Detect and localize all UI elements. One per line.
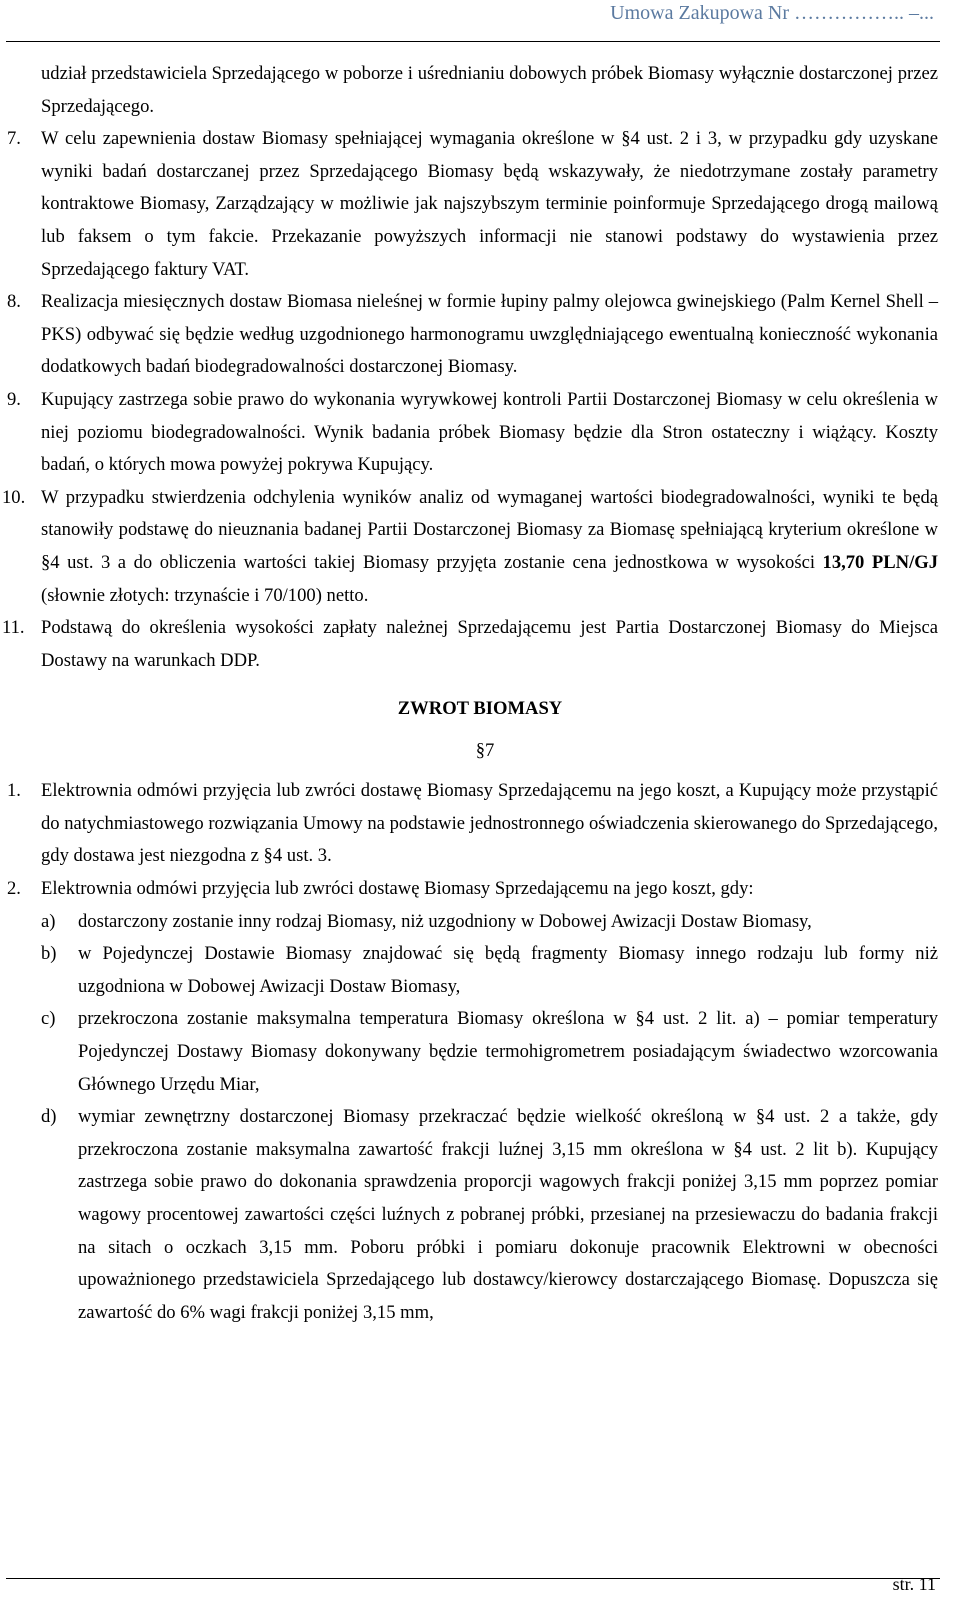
section-label: §7 [475, 740, 495, 762]
header-divider [6, 41, 940, 42]
section-item-2 [0, 873, 960, 906]
continuation-paragraph: udział przedstawiciela Sprzedającego w poborze i uśrednianiu dobowych próbek Biomasy wyłącznie dostarczonej przez Sprzedającego. [41, 63, 938, 117]
document-body [0, 58, 960, 1329]
item-number: 8. [7, 291, 21, 313]
item-number: 11. [2, 617, 25, 639]
paragraph-item-7 [0, 123, 960, 286]
item-number: 9. [7, 388, 21, 410]
paragraph-item-9 [0, 384, 960, 482]
sub-item-d [0, 1101, 960, 1329]
item-text: Elektrownia odmówi przyjęcia lub zwróci dostawę Biomasy Sprzedającemu na jego koszt, gdy: [41, 878, 754, 900]
item-text: Podstawą do określenia wysokości zapłaty należnej Sprzedającemu jest Partia Dostarczonej Biomasy do Miejsca Dostawy na warunkach DDP. [41, 617, 938, 671]
item-number: 2. [7, 878, 21, 900]
sub-item-text: dostarczony zostanie inny rodzaj Biomasy, niż uzgodniony w Dobowej Awizacji Dostaw Biomasy, [78, 910, 812, 932]
document-header-title: Umowa Zakupowa Nr …………….. –... [610, 2, 934, 24]
sub-item-label: c) [41, 1008, 56, 1030]
price-value: 13,70 PLN/GJ [822, 551, 938, 573]
sub-item-label: a) [41, 910, 56, 932]
item-text: Kupujący zastrzega sobie prawo do wykonania wyrywkowej kontroli Partii Dostarczonej Biomasy w celu określenia w niej poziomu biodegradowalności. Wynik badania próbek Biomasy będzie dla Stron ostateczny i wiążący. Koszty badań, o których mowa powyżej pokrywa Kupujący. [41, 388, 938, 476]
item-text-before: W przypadku stwierdzenia odchylenia wyników analiz od wymaganej wartości biodegradowalności, wyniki te będą stanowiły podstawę do nieuznania badanej Partii Dostarczonej Biomasy za Biomasę spełniającą kryterium określone w §4 ust. 3 a do obliczenia wartości takiej Biomasy przyjęta zostanie cena jednostkowa w wysokości [41, 486, 938, 573]
sub-item-label: d) [41, 1106, 57, 1128]
sub-item-c [0, 1003, 960, 1101]
sub-item-text: przekroczona zostanie maksymalna temperatura Biomasy określona w §4 ust. 2 lit. a) – pomiar temperatury Pojedynczej Dostawy Biomasy dokonywany będzie termohigrometrem posiadającym świadectwo wzorcowania Głównego Urzędu Miar, [78, 1008, 938, 1095]
page-number: str. 11 [892, 1574, 936, 1594]
paragraph-item-8 [0, 286, 960, 384]
item-text: Elektrownia odmówi przyjęcia lub zwróci dostawę Biomasy Sprzedającemu na jego koszt, a Kupujący może przystąpić do natychmiastowego rozwiązania Umowy na podstawie jednostronnego oświadczenia skierowanego do Sprzedającego, gdy dostawa jest niezgodna z §4 ust. 3. [41, 780, 938, 867]
section-number [0, 726, 960, 775]
item-number: 10. [2, 486, 26, 508]
item-text-after: (słownie złotych: trzynaście i 70/100) netto. [41, 584, 369, 606]
sub-item-text: wymiar zewnętrzny dostarczonej Biomasy przekraczać będzie wielkość określoną w §4 ust. 2 a także, gdy przekroczona zostanie maksymalna zawartość frakcji luźnej 3,15 mm określona w §4 ust. 2 lit b). Kupujący zastrzega sobie prawo do dokonania sprawdzenia proporcji wagowych frakcji poniżej 3,15 mm poprzez pomiar wagowy procentowej zawartości części luźnych z pobranej próbki, przesianej na przesiewaczu do badania frakcji na sitach o oczkach 3,15 mm. Poboru próbki i pomiaru dokonuje pracownik Elektrowni w obecności upoważnionego przedstawiciela Sprzedającego lub dostawcy/kierowcy dostarczającego Biomasę. Dopuszcza się zawartość do 6% wagi frakcji poniżej 3,15 mm, [78, 1106, 938, 1323]
sub-item-label: b) [41, 943, 57, 965]
paragraph-item-10 [0, 482, 960, 612]
item-number: 7. [7, 128, 21, 150]
section-item-1 [0, 775, 960, 873]
item-number: 1. [7, 780, 21, 802]
footer-divider [6, 1578, 940, 1579]
paragraph-item-11 [0, 612, 960, 677]
section-heading: ZWROT BIOMASY [397, 698, 563, 720]
item-text: Realizacja miesięcznych dostaw Biomasa nieleśnej w formie łupiny palmy olejowca gwinejskiego (Palm Kernel Shell – PKS) odbywać się będzie według uzgodnionego harmonogramu uwzględniającego ewentualną konieczność wykonania dodatkowych badań biodegradowalności dostarczonej Biomasy. [41, 291, 938, 378]
item-text: W celu zapewnienia dostaw Biomasy spełniającej wymagania określone w §4 ust. 2 i 3, w przypadku gdy uzyskane wyniki badań dostarczanej przez Sprzedającego Biomasy będą wskazywały, że niedotrzymane zostały parametry kontraktowe Biomasy, Zarządzający w możliwie jak najszybszym terminie poinformuje Sprzedającego drogą mailową lub faksem o tym fakcie. Przekazanie powyższych informacji nie stanowi podstawy do wystawienia przez Sprzedającego faktury VAT. [41, 128, 938, 280]
sub-item-b [0, 938, 960, 1003]
sub-item-text: w Pojedynczej Dostawie Biomasy znajdować się będą fragmenty Biomasy innego rodzaju lub formy niż uzgodniona w Dobowej Awizacji Dostaw Biomasy, [78, 943, 938, 997]
sub-item-a [0, 906, 960, 939]
